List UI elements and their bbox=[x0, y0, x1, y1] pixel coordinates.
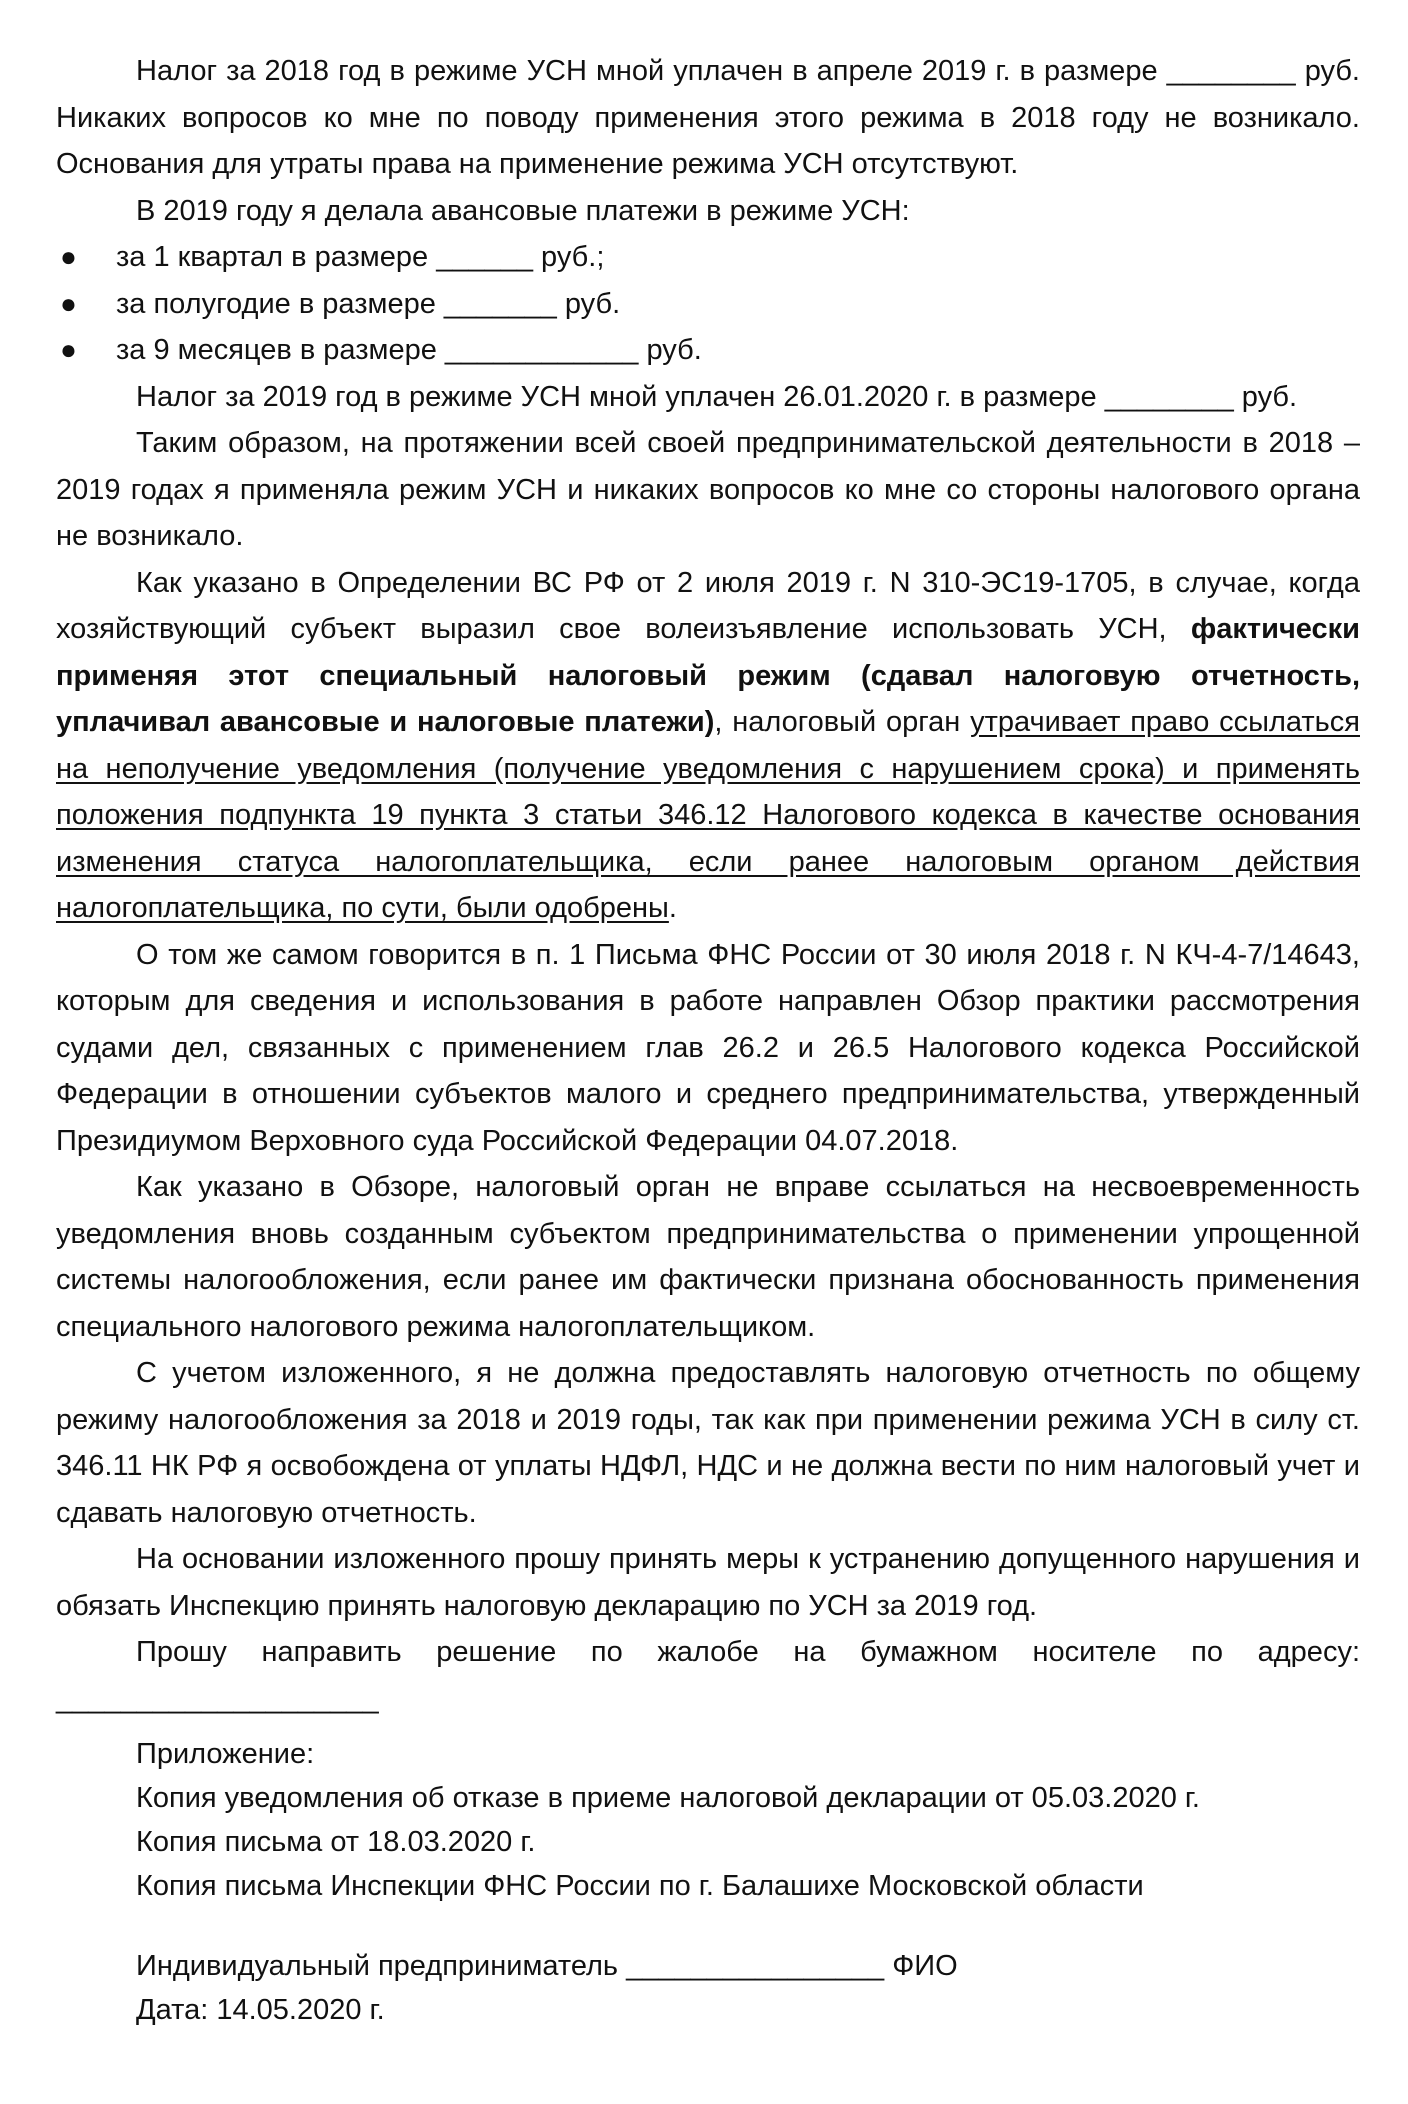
bullet-icon: ● bbox=[60, 287, 77, 319]
appendix-item: Копия письма от 18.03.2020 г. bbox=[136, 1826, 536, 1858]
appendix-item: Копия уведомления об отказе в приеме налоговой декларации от 05.03.2020 г. bbox=[136, 1782, 1200, 1814]
list-item bbox=[56, 234, 1360, 281]
paragraph-2019-tax: Налог за 2019 год в режиме УСН мной уплачен 26.01.2020 г. в размере ________ руб. bbox=[136, 380, 1298, 413]
signature-line: Индивидуальный предприниматель ________________ ФИО bbox=[136, 1950, 958, 1982]
list-item-text: за 9 месяцев в размере ____________ руб. bbox=[116, 334, 702, 366]
list-item-text: за полугодие в размере _______ руб. bbox=[116, 287, 621, 320]
underlined-text-segment: утрачивает право ссылаться на неполучение уведомления (получение уведомления с нарушением срока) и применять положения подпункта 19 пункта 3 статьи 346.12 Налогового кодекса в качестве основания изменения статуса налогоплательщика, если ранее налоговым органом действия налогоплательщика, по сути, были одобрены bbox=[56, 706, 1360, 924]
paragraph-fns-letter: О том же самом говорится в п. 1 Письма ФНС России от 30 июля 2018 г. N КЧ-4-7/14643, которым для сведения и использования в работе направлен Обзор практики рассмотрения судами дел, связанных с применением глав 26.2 и 26.5 Налогового кодекса Российской Федерации в отношении субъектов малого и среднего предпринимательства, утвержденный Президиумом Верховного суда Российской Федерации 04.07.2018. bbox=[56, 938, 1360, 1157]
paragraph-request: На основании изложенного прошу принять меры к устранению допущенного нарушения и обязать Инспекцию принять налоговую декларацию по УСН за 2019 год. bbox=[56, 1543, 1360, 1622]
paragraph-conclusion: С учетом изложенного, я не должна предоставлять налоговую отчетность по общему режиму налогообложения за 2018 и 2019 годы, так как при применении режима УСН в силу ст. 346.11 НК РФ я освобождена от уплаты НДФЛ, НДС и не должна вести по ним налоговый учет и сдавать налоговую отчетность. bbox=[56, 1357, 1360, 1529]
document-page bbox=[56, 48, 1360, 2032]
list-item bbox=[56, 327, 1360, 374]
paragraph-2018-tax: Налог за 2018 год в режиме УСН мной уплачен в апреле 2019 г. в размере ________ руб. Никаких вопросов ко мне по поводу применения этого режима в 2018 году не возникало. Основания для утраты права на применение режима УСН отсутствуют. bbox=[56, 55, 1360, 180]
paragraph-review: Как указано в Обзоре, налоговый орган не вправе ссылаться на несвоевременность уведомления вновь созданным субъектом предпринимательства о применении упрощенной системы налогообложения, если ранее им фактически признана обоснованность применения специального налогового режима налогоплательщиком. bbox=[56, 1171, 1360, 1343]
text-segment: Как указано в Определении ВС РФ от 2 июля 2019 г. N 310-ЭС19-1705, в случае, когда хозяйствующий субъект выразил свое волеизъявление использовать УСН, bbox=[56, 566, 1360, 645]
paragraph-summary: Таким образом, на протяжении всей своей предпринимательской деятельности в 2018 – 2019 годах я применяла режим УСН и никаких вопросов ко мне со стороны налогового органа не возникало. bbox=[56, 427, 1360, 552]
date-line: Дата: 14.05.2020 г. bbox=[136, 1994, 385, 2026]
list-item-text: за 1 квартал в размере ______ руб.; bbox=[116, 241, 605, 273]
paragraph-address: Прошу направить решение по жалобе на бумажном носителе по адресу: ____________________ bbox=[56, 1636, 1360, 1715]
text-segment: . bbox=[668, 892, 677, 924]
text-segment: , налоговый орган bbox=[714, 706, 971, 738]
list-item bbox=[56, 281, 1360, 328]
appendix-title: Приложение: bbox=[136, 1738, 315, 1770]
appendix-item: Копия письма Инспекции ФНС России по г. Балашихе Московской области bbox=[136, 1870, 1144, 1902]
advance-payments-list bbox=[56, 234, 1360, 374]
bullet-icon: ● bbox=[60, 241, 77, 272]
paragraph-advance-payments: В 2019 году я делала авансовые платежи в режиме УСН: bbox=[136, 194, 910, 227]
paragraph-supreme-court bbox=[56, 560, 1360, 932]
bullet-icon: ● bbox=[60, 334, 77, 365]
bold-text-segment: фактически применяя этот специальный налоговый режим (сдавал налоговую отчетность, уплачивал авансовые и налоговые платежи) bbox=[56, 613, 1360, 738]
